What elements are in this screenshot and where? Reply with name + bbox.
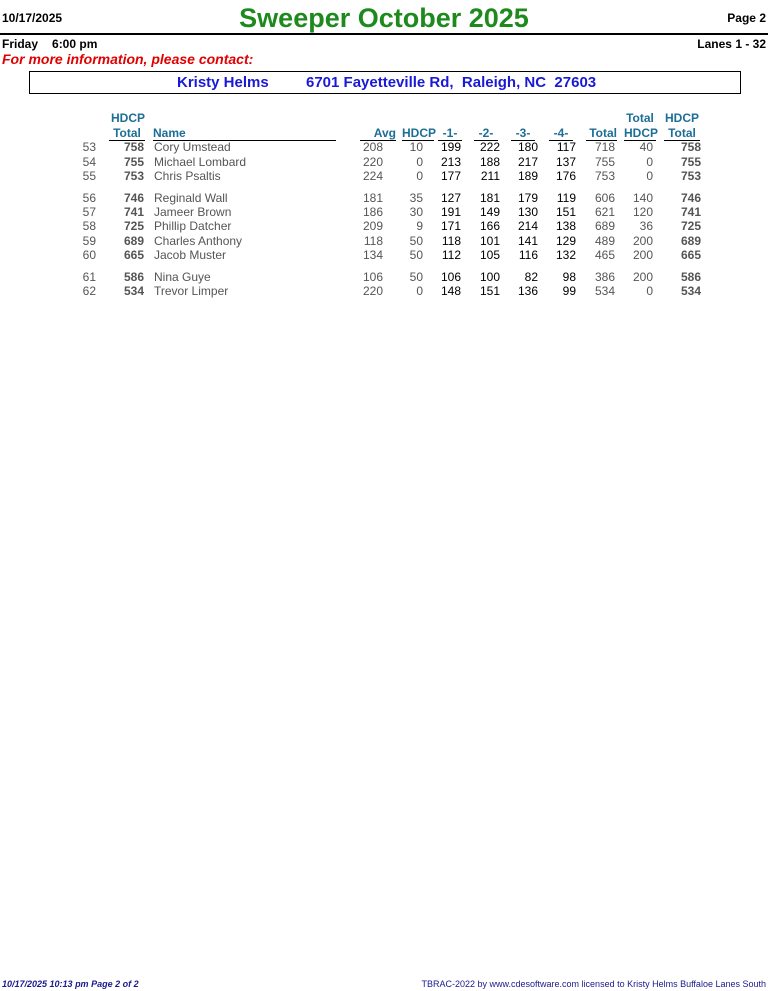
total-hdcp: 0 <box>646 169 653 183</box>
rank: 61 <box>82 270 96 284</box>
total-hdcp: 120 <box>632 205 653 219</box>
handicap: 30 <box>409 205 423 219</box>
total-hdcp: 36 <box>639 219 653 233</box>
average: 209 <box>362 219 383 233</box>
rank: 55 <box>82 169 96 183</box>
game-1: 199 <box>440 140 461 154</box>
scratch-total: 606 <box>594 191 615 205</box>
col-game1: -1- <box>438 126 462 141</box>
report-date: 10/17/2025 <box>2 11 63 25</box>
footer-license: TBRAC-2022 by www.cdesoftware.com licensed to Kristy Helms Buffaloe Lanes South <box>421 979 766 989</box>
hdcp-total: 689 <box>123 234 144 248</box>
hdcp-total-final: 725 <box>680 219 701 233</box>
game-2: 222 <box>479 140 500 154</box>
scratch-total: 489 <box>594 234 615 248</box>
handicap: 50 <box>409 234 423 248</box>
game-2: 105 <box>479 248 500 262</box>
game-3: 116 <box>518 248 538 262</box>
game-1: 177 <box>440 169 461 183</box>
page-number: Page 2 <box>727 11 766 25</box>
contact-name: Kristy Helms <box>177 74 269 91</box>
hdcp-total: 725 <box>123 219 144 233</box>
game-3: 179 <box>517 191 538 205</box>
hdcp-total-final: 755 <box>680 155 701 169</box>
average: 186 <box>362 205 383 219</box>
hdcp-total: 665 <box>123 248 144 262</box>
game-2: 101 <box>479 234 500 248</box>
scratch-total: 753 <box>594 169 615 183</box>
hdcp-total: 741 <box>123 205 144 219</box>
total-hdcp: 0 <box>646 155 653 169</box>
table-row <box>0 248 768 262</box>
contact-prompt: For more information, please contact: <box>2 51 254 67</box>
handicap: 0 <box>416 284 423 298</box>
game-2: 149 <box>479 205 500 219</box>
col-game3: -3- <box>511 126 535 141</box>
bowler-name: Nina Guye <box>154 270 211 284</box>
bowler-name: Jacob Muster <box>154 248 227 262</box>
game-4: 119 <box>556 191 576 205</box>
average: 220 <box>362 284 383 298</box>
scratch-total: 386 <box>594 270 615 284</box>
table-row <box>0 155 768 169</box>
average: 134 <box>362 248 383 262</box>
bowler-name: Michael Lombard <box>154 155 247 169</box>
table-row <box>0 270 768 284</box>
col-total-hdcp: HDCP <box>624 126 659 140</box>
bowler-name: Chris Psaltis <box>154 169 221 183</box>
game-3: 141 <box>517 234 538 248</box>
game-1: 171 <box>440 219 461 233</box>
hdcp-total: 534 <box>123 284 144 298</box>
col-hdcp-total: Total <box>109 126 145 141</box>
bowler-name: Cory Umstead <box>154 140 231 154</box>
hdcp-total-final: 665 <box>680 248 701 262</box>
session-time: 6:00 pm <box>52 37 98 51</box>
average: 224 <box>362 169 383 183</box>
total-hdcp: 140 <box>632 191 653 205</box>
bowler-name: Reginald Wall <box>154 191 228 205</box>
scratch-total: 755 <box>594 155 615 169</box>
session-info <box>2 37 111 51</box>
table-row <box>0 284 768 298</box>
game-2: 188 <box>479 155 500 169</box>
handicap: 10 <box>409 140 423 154</box>
rank: 56 <box>82 191 96 205</box>
game-1: 213 <box>440 155 461 169</box>
scratch-total: 465 <box>594 248 615 262</box>
handicap: 35 <box>409 191 423 205</box>
game-3: 82 <box>524 270 538 284</box>
hdcp-total-final: 586 <box>680 270 701 284</box>
table-row <box>0 205 768 219</box>
game-4: 132 <box>555 248 576 262</box>
game-1: 112 <box>441 248 461 262</box>
game-4: 117 <box>556 140 576 154</box>
game-2: 166 <box>479 219 500 233</box>
col-hdcp-total2: Total <box>664 126 700 141</box>
game-1: 106 <box>440 270 461 284</box>
scratch-total: 534 <box>594 284 615 298</box>
table-row <box>0 169 768 183</box>
game-2: 211 <box>480 169 500 183</box>
session-day: Friday <box>2 37 39 51</box>
average: 118 <box>363 234 383 248</box>
col-name: Name <box>153 126 336 141</box>
game-3: 214 <box>517 219 538 233</box>
table-row <box>0 191 768 205</box>
bowler-name: Trevor Limper <box>154 284 229 298</box>
col-hdcp-label: HDCP <box>111 111 146 125</box>
lanes-range: Lanes 1 - 32 <box>697 37 766 51</box>
game-3: 180 <box>517 140 538 154</box>
average: 106 <box>362 270 383 284</box>
rank: 53 <box>82 140 96 154</box>
rank: 57 <box>82 205 96 219</box>
game-1: 191 <box>440 205 461 219</box>
total-hdcp: 200 <box>632 234 653 248</box>
hdcp-total-final: 758 <box>680 140 701 154</box>
hdcp-total-final: 746 <box>680 191 701 205</box>
game-4: 129 <box>555 234 576 248</box>
average: 208 <box>362 140 383 154</box>
game-1: 118 <box>441 234 461 248</box>
hdcp-total: 746 <box>123 191 144 205</box>
col-avg: Avg <box>360 126 396 141</box>
col-total: Total <box>586 126 617 141</box>
scratch-total: 621 <box>594 205 615 219</box>
table-row <box>0 140 768 154</box>
handicap: 0 <box>416 155 423 169</box>
bowler-name: Charles Anthony <box>154 234 243 248</box>
game-4: 98 <box>562 270 576 284</box>
total-hdcp: 0 <box>646 284 653 298</box>
hdcp-total: 753 <box>123 169 144 183</box>
average: 220 <box>362 155 383 169</box>
game-3: 217 <box>517 155 538 169</box>
total-hdcp: 40 <box>639 140 653 154</box>
handicap: 50 <box>409 270 423 284</box>
game-2: 100 <box>479 270 500 284</box>
hdcp-total: 586 <box>123 270 144 284</box>
game-3: 130 <box>517 205 538 219</box>
game-4: 151 <box>555 205 576 219</box>
hdcp-total: 755 <box>123 155 144 169</box>
game-4: 176 <box>555 169 576 183</box>
handicap: 9 <box>416 219 423 233</box>
hdcp-total-final: 534 <box>680 284 701 298</box>
rank: 58 <box>82 219 96 233</box>
rank: 59 <box>82 234 96 248</box>
col-hdcp: HDCP <box>402 126 437 140</box>
bowler-name: Jameer Brown <box>154 205 232 219</box>
total-hdcp: 200 <box>632 248 653 262</box>
scratch-total: 689 <box>594 219 615 233</box>
hdcp-total-final: 753 <box>680 169 701 183</box>
col-game2: -2- <box>474 126 498 141</box>
average: 181 <box>362 191 383 205</box>
header-divider <box>0 33 768 35</box>
hdcp-total-final: 689 <box>680 234 701 248</box>
table-row <box>0 219 768 233</box>
hdcp-total-final: 741 <box>680 205 701 219</box>
rank: 54 <box>82 155 96 169</box>
game-2: 151 <box>479 284 500 298</box>
game-1: 148 <box>440 284 461 298</box>
table-row <box>0 234 768 248</box>
contact-address: 6701 Fayetteville Rd, Raleigh, NC 27603 <box>306 74 597 91</box>
total-hdcp: 200 <box>632 270 653 284</box>
game-4: 99 <box>562 284 576 298</box>
handicap: 50 <box>409 248 423 262</box>
col-hdcp-total2-top: HDCP <box>664 111 699 125</box>
rank: 62 <box>82 284 96 298</box>
col-total-hdcp-top: Total <box>626 111 654 125</box>
report-title: Sweeper October 2025 <box>239 3 529 33</box>
rank: 60 <box>82 248 96 262</box>
bowler-name: Phillip Datcher <box>154 219 232 233</box>
scratch-total: 718 <box>594 140 615 154</box>
game-4: 138 <box>555 219 576 233</box>
game-2: 181 <box>479 191 500 205</box>
hdcp-total: 758 <box>123 140 144 154</box>
game-3: 136 <box>517 284 538 298</box>
footer-timestamp: 10/17/2025 10:13 pm Page 2 of 2 <box>2 979 139 989</box>
game-1: 127 <box>440 191 461 205</box>
game-3: 189 <box>517 169 538 183</box>
game-4: 137 <box>555 155 576 169</box>
handicap: 0 <box>416 169 423 183</box>
col-game4: -4- <box>549 126 573 141</box>
